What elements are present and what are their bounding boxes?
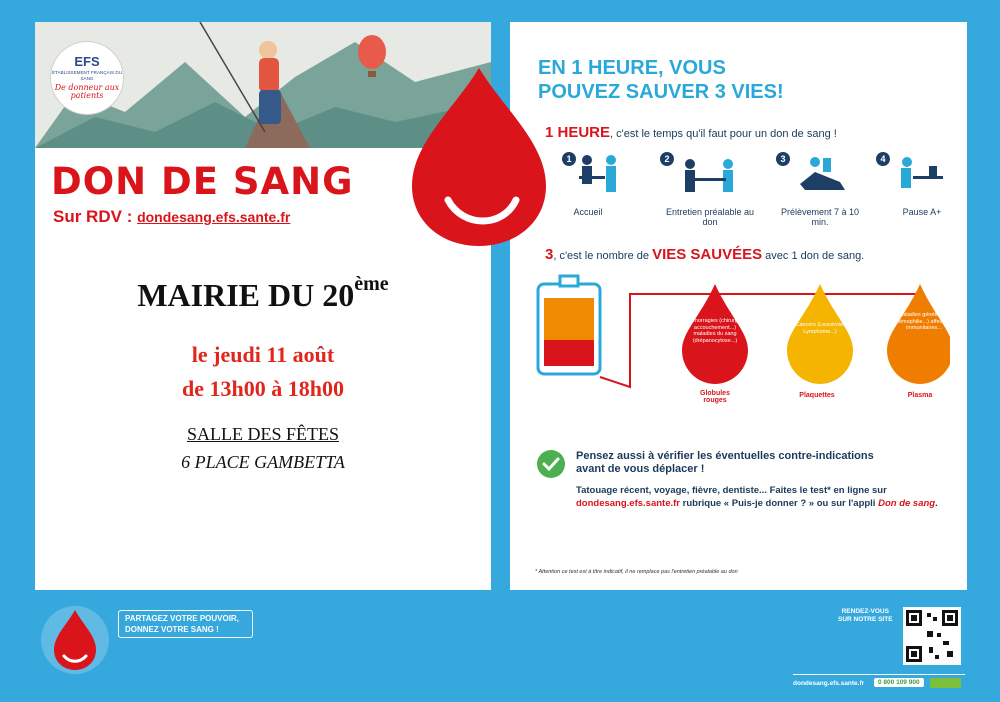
snack-break-icon (893, 154, 948, 199)
phone-number[interactable]: 0 800 109 900 (874, 678, 924, 687)
red-cells-uses: Hémorragies (chirurgie, accouchement...) maladies du sang (drépanocytose...) (686, 318, 744, 344)
phone-free-badge (930, 678, 961, 688)
visit-site-text (838, 608, 893, 624)
logo-name: EFS (74, 54, 100, 69)
eligibility-test-text (576, 484, 938, 510)
rdv-separator: : (121, 207, 138, 226)
step-number: 2 (660, 152, 674, 166)
plasma-uses: Maladies génétiques (hémophilie...) affections immunitaires... (894, 312, 954, 331)
venue-superscript: ème (354, 273, 389, 296)
one-hour-text: , c'est le temps qu'il faut pour un don de sang ! (610, 128, 837, 140)
step-label: Accueil (573, 207, 603, 217)
contraindications-line2: avant de vous déplacer ! (576, 463, 705, 475)
step-number: 4 (876, 152, 890, 166)
step-label: Prélèvement 7 à 10 min. (780, 207, 860, 227)
red-cells-label: Globules rouges (700, 390, 730, 404)
plasma-label: Plasma (907, 392, 933, 399)
lives-saved-label: VIES SAUVÉES (652, 246, 763, 263)
eligibility-link[interactable]: dondesang.efs.sante.fr (576, 498, 680, 509)
lives-text-post: avec 1 don de sang. (762, 250, 865, 262)
platelets-label: Plaquettes (799, 392, 835, 399)
contraindications-notice (576, 450, 874, 476)
rdv-label: Sur RDV (53, 207, 122, 226)
reception-icon (575, 152, 625, 197)
lives-saved-line (545, 246, 864, 263)
event-date: le jeudi 11 août (191, 342, 335, 367)
visit-line1: RENDEZ-VOUS (841, 608, 889, 615)
eligibility-end: . (935, 498, 938, 509)
interview-icon (680, 156, 740, 198)
visit-line2: SUR NOTRE SITE (838, 616, 893, 623)
big-blood-drop-icon (408, 68, 550, 248)
footnote: * Attention ce test est à titre indicatif, il ne remplace pas l'entretien préalable au don (535, 569, 738, 575)
donation-chair-icon (795, 154, 850, 199)
one-hour-line (545, 124, 837, 141)
venue-title (35, 273, 491, 314)
lives-text-pre: , c'est le nombre de (553, 250, 653, 262)
step-number: 1 (562, 152, 576, 166)
poster-title: DON DE SANG (51, 160, 354, 203)
step-label: Pause A+ (902, 207, 942, 217)
step-label: Entretien préalable au don (665, 207, 755, 227)
small-blood-drop-icon (40, 600, 110, 678)
venue-name: MAIRIE DU 20 (137, 277, 355, 313)
app-name: Don de sang (878, 498, 936, 509)
headline-line2: POUVEZ SAUVER 3 VIES! (538, 81, 784, 103)
one-hour-label: 1 HEURE (545, 124, 611, 141)
checkmark-icon (536, 449, 566, 479)
qr-code-icon[interactable] (903, 607, 961, 665)
logo-subtitle: ÉTABLISSEMENT FRANÇAIS DU SANG (51, 70, 123, 81)
headline-line1: EN 1 HEURE, VOUS (538, 57, 726, 79)
eligibility-mid: rubrique « Puis-je donner ? » ou sur l'appli (680, 498, 879, 509)
venue-room: SALLE DES FÊTES (186, 424, 339, 444)
platelets-uses: Cancers (Leucémie, Lymphome...) (795, 322, 845, 335)
slogan-line2: DONNEZ VOTRE SANG ! (125, 625, 219, 634)
event-hours: de 13h00 à 18h00 (182, 376, 344, 401)
eligibility-line1: Tatouage récent, voyage, fièvre, dentiste... Faites le test* en ligne sur (576, 485, 887, 496)
efs-logo (51, 42, 123, 114)
slogan-line1: PARTAGEZ VOTRE POUVOIR, (125, 614, 239, 623)
rdv-link[interactable]: dondesang.efs.sante.fr (137, 209, 291, 225)
rdv-line (53, 207, 290, 227)
logo-slogan: De donneur aux patients (54, 83, 120, 100)
venue-address: 6 PLACE GAMBETTA (181, 452, 345, 472)
contraindications-line1: Pensez aussi à vérifier les éventuelles contre-indications (576, 450, 874, 462)
lives-number: 3 (545, 246, 554, 263)
footer-divider (793, 674, 965, 675)
footer-site-link[interactable]: dondesang.efs.sante.fr (793, 680, 865, 687)
slogan-bubble (118, 610, 253, 638)
step-number: 3 (776, 152, 790, 166)
headline (538, 56, 784, 104)
